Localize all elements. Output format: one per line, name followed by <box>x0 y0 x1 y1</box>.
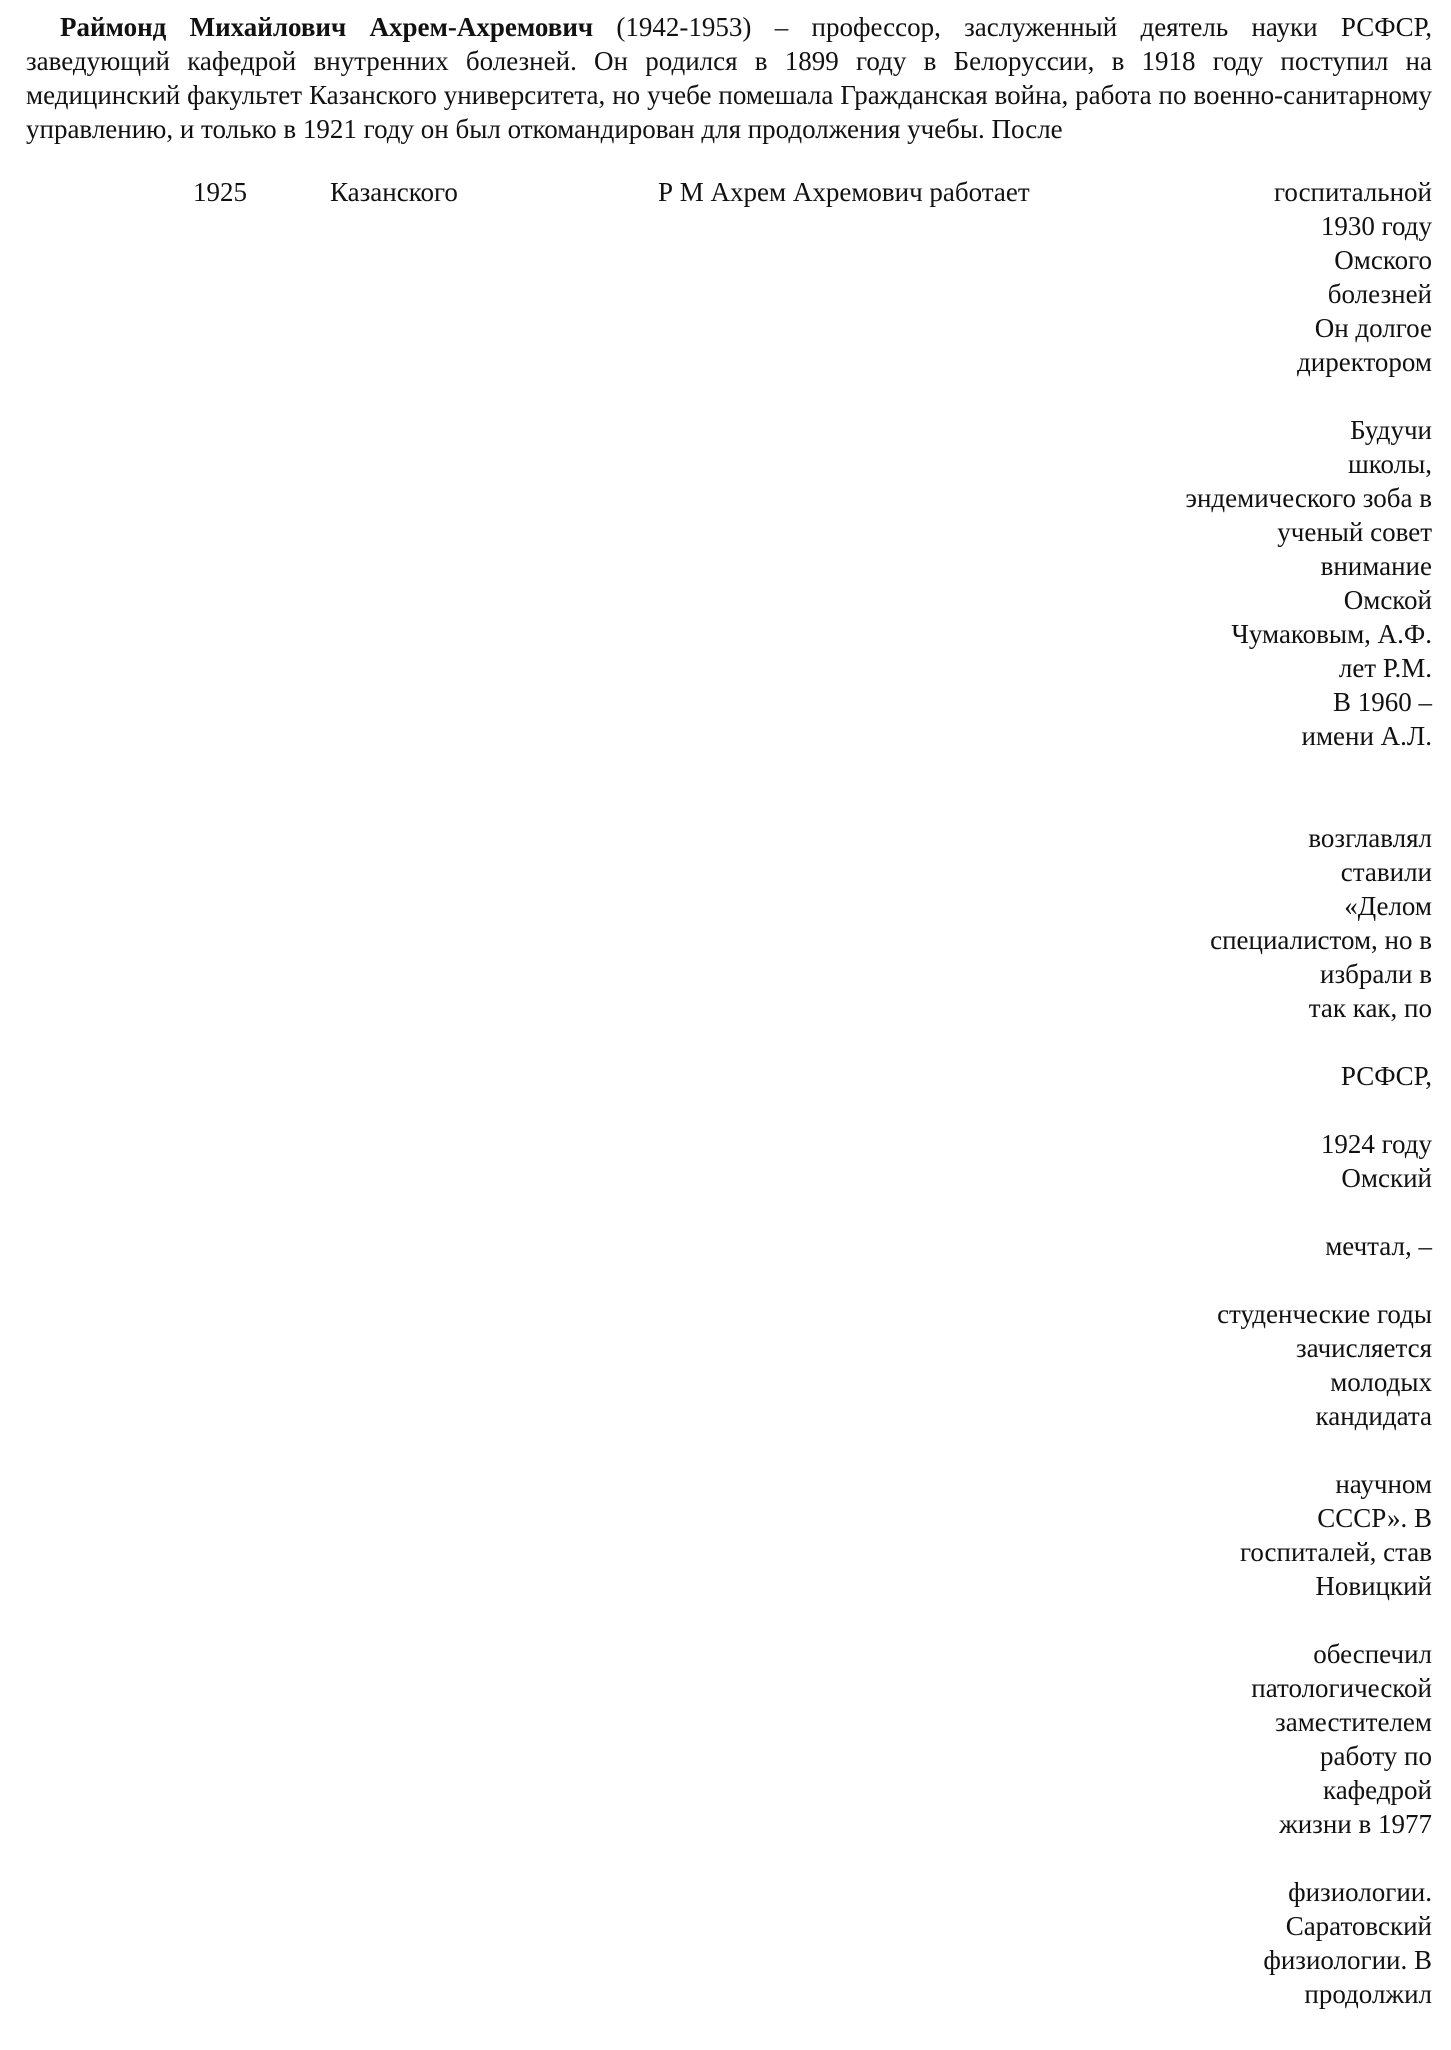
right-fragment-line: лет Р.М. <box>1338 653 1432 683</box>
right-fragment-line: продолжил <box>1304 1979 1432 2009</box>
right-fragment-line: молодых <box>1330 1367 1432 1397</box>
right-fragment-line: Омского <box>1334 245 1432 275</box>
person-name: Раймонд Михайлович Ахрем-Ахремович <box>60 12 594 42</box>
fragment-right: госпитальной <box>1274 177 1432 207</box>
right-fragment-line: специалистом, но в <box>1210 925 1432 955</box>
right-fragment-line: научном <box>1335 1469 1432 1499</box>
right-fragment-line: мечтал, – <box>1325 1231 1432 1261</box>
right-fragment-line: 1924 году <box>1320 1129 1432 1159</box>
right-fragment-line: возглавлял <box>1308 823 1432 853</box>
right-fragment-line: эндемического зоба в <box>1185 483 1432 513</box>
right-fragment-line: школы, <box>1347 449 1432 479</box>
right-fragment-line: Саратовский <box>1285 1911 1432 1941</box>
right-fragment-line: избрали в <box>1320 959 1432 989</box>
right-fragment-line: внимание <box>1320 551 1432 581</box>
right-fragment-line: госпиталей, став <box>1239 1537 1432 1567</box>
fragment-line <box>0 175 1451 209</box>
right-fragment-line: кафедрой <box>1322 1775 1432 1805</box>
right-fragment-line: Он долгое <box>1314 313 1432 343</box>
right-fragment-line: ставили <box>1340 857 1432 887</box>
fragment-year: 1925 <box>193 177 247 207</box>
right-fragment-line: директором <box>1297 347 1432 377</box>
right-fragment-line: «Делом <box>1344 891 1432 921</box>
intro-paragraph <box>26 10 1432 146</box>
right-fragment-line: В 1960 – <box>1332 687 1432 717</box>
right-fragment-line: РСФСР, <box>1340 1061 1432 1091</box>
right-fragment-line: Омской <box>1343 585 1432 615</box>
right-fragment-line: зачисляется <box>1296 1333 1432 1363</box>
right-fragment-line: Будучи <box>1350 415 1432 445</box>
right-fragment-line: Омский <box>1341 1163 1432 1193</box>
right-fragment-line: 1930 году <box>1320 211 1432 241</box>
right-fragment-line: Чумаковым, А.Ф. <box>1231 619 1432 649</box>
right-fragment-line: студенческие годы <box>1217 1299 1432 1329</box>
right-fragment-line: СССР». В <box>1317 1503 1432 1533</box>
fragment-university: Казанского <box>330 177 458 207</box>
right-fragment-line: физиологии. <box>1288 1877 1432 1907</box>
fragment-person: Р М Ахрем Ахремович работает <box>658 177 1030 207</box>
right-fragment-line: жизни в 1977 <box>1279 1809 1432 1839</box>
right-fragment-line: кандидата <box>1315 1401 1432 1431</box>
intro-body: (1942-1953) – профессор, заслуженный деятель науки РСФСР, заведующий кафедрой внутренних болезней. Он родился в 1899 году в Белоруссии, в 1918 году поступил на медицинский факультет Казанского университета, но учебе помешала Гражданская война, работа по военно-санитарному управлению, и только в 1921 году он был откомандирован для продолжения учебы. После <box>26 12 1432 144</box>
right-fragment-line: имени А.Л. <box>1301 721 1432 751</box>
right-fragment-line: болезней <box>1327 279 1432 309</box>
right-fragment-line: ученый совет <box>1277 517 1432 547</box>
right-fragment-line: так как, по <box>1308 993 1432 1023</box>
right-fragment-line: обеспечил <box>1313 1639 1432 1669</box>
right-fragment-line: заместителем <box>1275 1707 1432 1737</box>
right-fragment-line: физиологии. В <box>1263 1945 1432 1975</box>
right-fragment-line: патологической <box>1251 1673 1432 1703</box>
right-fragment-line: работу по <box>1319 1741 1432 1771</box>
right-fragment-line: Новицкий <box>1315 1571 1432 1601</box>
